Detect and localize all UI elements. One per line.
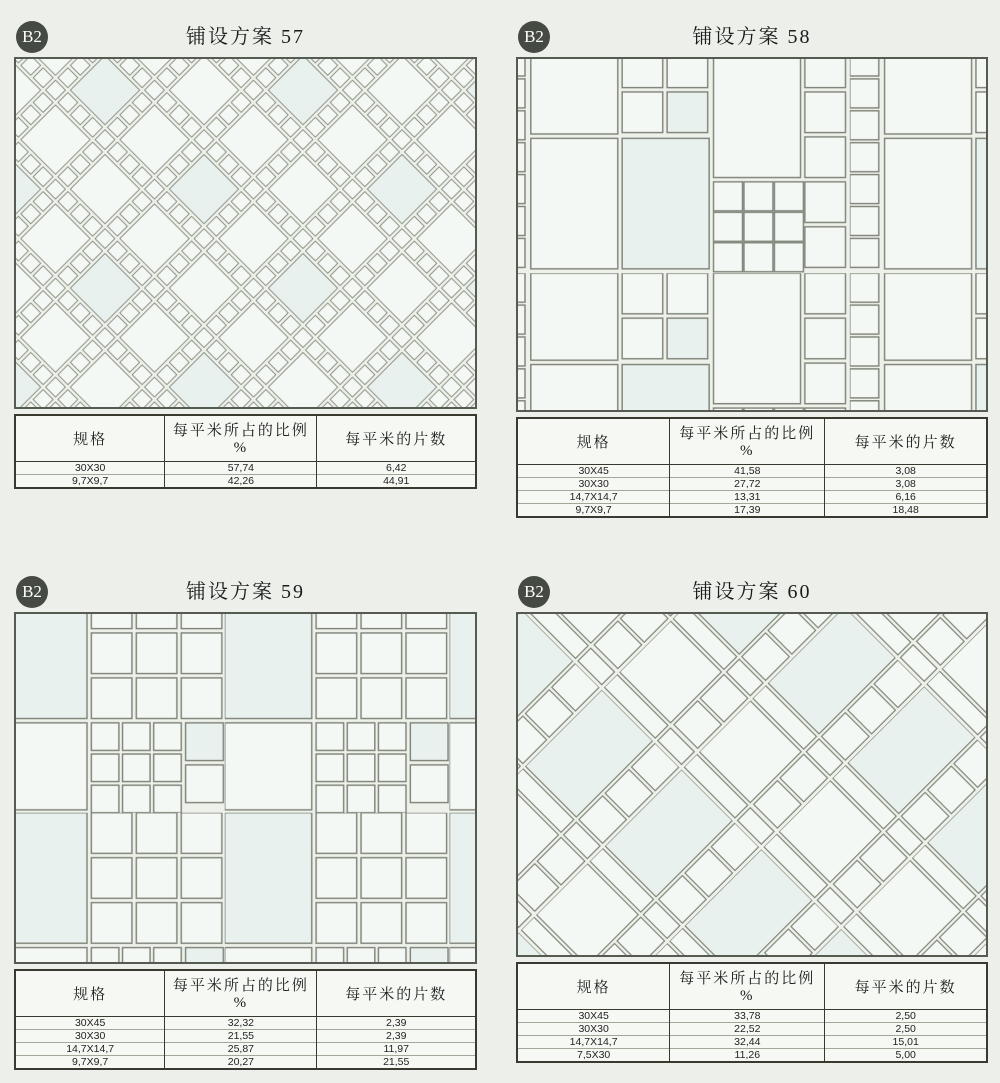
tile-pattern-diagram-57 [14,57,477,409]
table-row [15,1030,476,1043]
cell-spec: 30X45 [517,1010,670,1023]
cell-spec: 14,7X14,7 [517,1036,670,1049]
plan-title: 铺设方案 58 [692,26,812,48]
cell-count: 6,42 [317,462,476,475]
cell-spec: 30X45 [517,465,670,478]
cell-count: 2,39 [317,1017,476,1030]
panel-header [14,573,477,612]
col-header-spec: 规格 [15,415,165,462]
tile-spec-table-57 [14,414,477,489]
tile-spec-table-58 [516,417,988,518]
cell-spec: 30X30 [15,1030,165,1043]
tile-spec-table-59 [14,969,477,1070]
cell-count: 44,91 [317,475,476,489]
cell-count: 2,50 [825,1010,987,1023]
table-header-row [517,418,987,465]
b2-badge: B2 [518,21,550,53]
table-header-row [15,415,476,462]
col-header-spec: 规格 [517,963,670,1010]
panel-plan-59 [14,573,477,1070]
table-row [517,491,987,504]
table-header-row [15,970,476,1017]
table-row [15,1017,476,1030]
cell-ratio: 11,26 [670,1049,825,1063]
cell-spec: 30X30 [15,462,165,475]
table-row [517,504,987,518]
cell-count: 2,50 [825,1023,987,1036]
cell-count: 18,48 [825,504,987,518]
cell-ratio: 25,87 [165,1043,317,1056]
cell-spec: 7,5X30 [517,1049,670,1063]
cell-spec: 30X30 [517,478,670,491]
cell-count: 3,08 [825,478,987,491]
modular-grid-pattern [16,614,475,962]
cell-spec: 30X30 [517,1023,670,1036]
cell-count: 11,97 [317,1043,476,1056]
col-header-ratio: 每平米所占的比例 % [165,415,317,462]
cell-count: 6,16 [825,491,987,504]
col-header-ratio: 每平米所占的比例 % [670,963,825,1010]
cell-count: 15,01 [825,1036,987,1049]
table-row [15,475,476,489]
panel-header [14,18,477,57]
table-row [517,1036,987,1049]
cell-count: 5,00 [825,1049,987,1063]
col-header-spec: 规格 [15,970,165,1017]
cell-spec: 30X45 [15,1017,165,1030]
tile-pattern-diagram-58 [516,57,988,412]
cell-spec: 9,7X9,7 [517,504,670,518]
table-row [517,1010,987,1023]
tile-spec-table-60 [516,962,988,1063]
table-row [15,1056,476,1070]
cell-ratio: 17,39 [670,504,825,518]
table-row [15,462,476,475]
cell-count: 21,55 [317,1056,476,1070]
cell-spec: 9,7X9,7 [15,475,165,489]
col-header-count: 每平米的片数 [825,418,987,465]
b2-badge: B2 [518,576,550,608]
table-header-row [517,963,987,1010]
cell-ratio: 13,31 [670,491,825,504]
tile-pattern-diagram-60 [516,612,988,957]
col-header-count: 每平米的片数 [825,963,987,1010]
table-row [517,465,987,478]
diagonal-diamond-pattern [16,59,475,407]
col-header-ratio: 每平米所占的比例 % [165,970,317,1017]
cell-count: 3,08 [825,465,987,478]
cell-ratio: 32,32 [165,1017,317,1030]
table-row [517,1023,987,1036]
b2-badge: B2 [16,576,48,608]
panel-plan-57 [14,18,477,489]
cell-ratio: 33,78 [670,1010,825,1023]
table-row [15,1043,476,1056]
cell-ratio: 21,55 [165,1030,317,1043]
tile-pattern-diagram-59 [14,612,477,964]
modular-grid-pattern [518,59,986,410]
panel-plan-58 [516,18,988,518]
panel-plan-60 [516,573,988,1063]
cell-ratio: 20,27 [165,1056,317,1070]
cell-ratio: 27,72 [670,478,825,491]
b2-badge: B2 [16,21,48,53]
cell-ratio: 41,58 [670,465,825,478]
table-row [517,478,987,491]
cell-spec: 9,7X9,7 [15,1056,165,1070]
diagonal-modular-pattern [518,614,986,955]
cell-spec: 14,7X14,7 [517,491,670,504]
cell-count: 2,39 [317,1030,476,1043]
cell-ratio: 42,26 [165,475,317,489]
plan-title: 铺设方案 60 [692,581,812,603]
plan-title: 铺设方案 59 [186,581,305,603]
col-header-count: 每平米的片数 [317,415,476,462]
cell-ratio: 57,74 [165,462,317,475]
panel-header [516,573,988,612]
table-row [517,1049,987,1063]
col-header-ratio: 每平米所占的比例 % [670,418,825,465]
plan-title: 铺设方案 57 [186,26,305,48]
cell-spec: 14,7X14,7 [15,1043,165,1056]
cell-ratio: 22,52 [670,1023,825,1036]
panel-header [516,18,988,57]
col-header-count: 每平米的片数 [317,970,476,1017]
cell-ratio: 32,44 [670,1036,825,1049]
col-header-spec: 规格 [517,418,670,465]
